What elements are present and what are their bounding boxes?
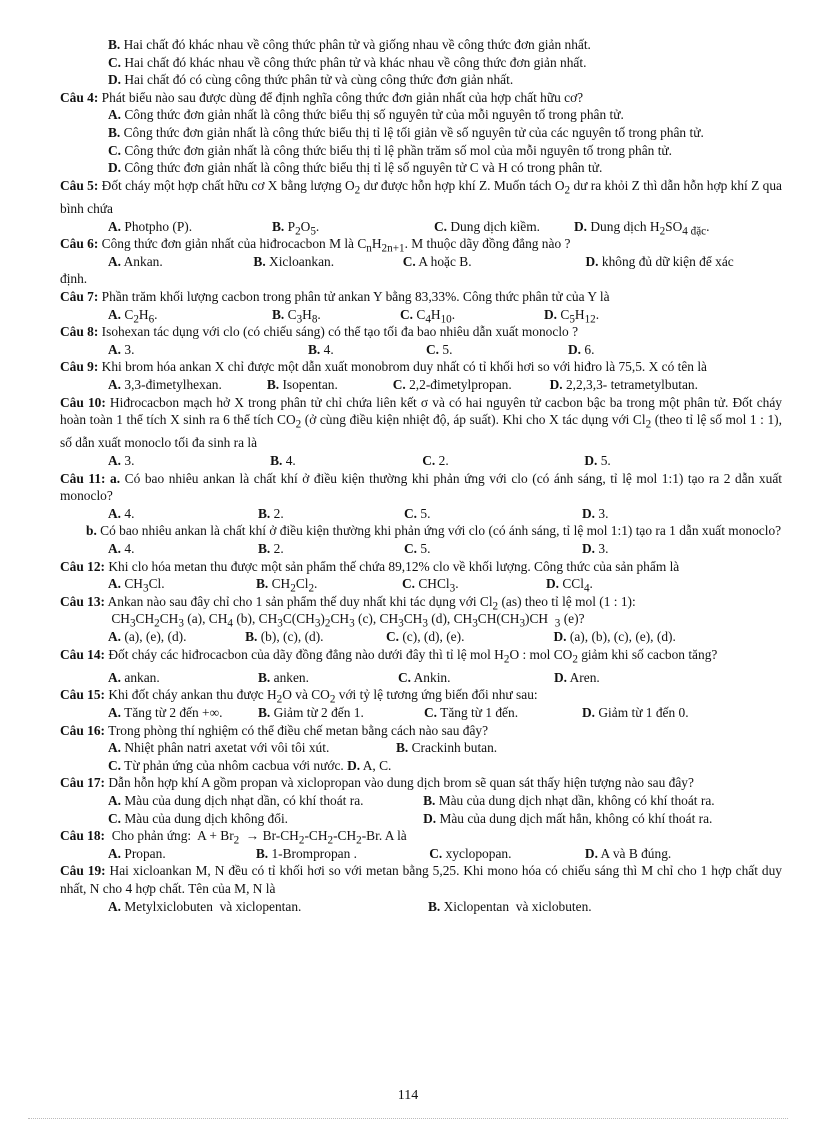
answer-option: B. 4. [270,453,296,468]
answer-option: C. 5. [404,540,431,556]
answer-option: B. Isopentan. [266,376,338,392]
answer-option: B. 2. [258,505,284,521]
question-line: Câu 6: Công thức đơn giản nhất của hiđrocacbon M là $C_nH_{2n+1}$. M thuộc dãy đồng đẳng nào ? [60,236,571,255]
question-line: Câu 16: Trong phòng thí nghiệm có thể điều chế metan bằng cách nào sau đây? [60,722,489,738]
answer-option: C. 5. [404,505,431,521]
question-line: Câu 15: Khi đốt cháy ankan thu được $H_2O$ và $CO_2$ với tỷ lệ tương ứng biến đổi như sau: [60,687,538,707]
answer-option: B. $P_2O_5$. [272,218,320,238]
answer-option: B. 1-Brompropan . [255,845,357,861]
answer-option: A. (a), (e), (d). [108,628,187,644]
question-line: Câu 13: Ankan nào sau đây chỉ cho 1 sản phẩm thế duy nhất khi tác dụng với $Cl_2$ (as) theo tỉ lệ mol (1 : 1): [60,593,636,613]
answer-option: C. Ankin. [398,669,451,685]
answer-options-row [60,845,782,863]
answer-option: A. Ankan. [108,253,163,269]
answer-option: C. A hoặc B. [402,253,472,269]
answer-option: B. $CH_2Cl_2$. [256,576,318,595]
answer-option: D. Aren. [554,669,600,685]
answer-option: A. 4. [108,505,135,521]
answer-option: D. Màu của dung dịch mất hẳn, không có khí thoát ra. [423,810,713,826]
answer-option: C. 5. [426,341,453,357]
answer-option: B. Xiclopentan và xiclobuten. [428,898,592,914]
answer-option: A. 3,3-đimetylhexan. [108,376,222,392]
answer-option: C. Hai chất đó khác nhau về công thức phân tử và khác nhau về công thức đơn giản nhất. [108,54,587,70]
answer-options-row [60,505,782,523]
answer-option: C. (c), (d), (e). [385,628,465,644]
question-text: Câu 10: Hiđrocacbon mạch hở X trong phân tử chỉ chứa liên kết σ và có hai nguyên tử cacbon bậc ba trong một phân tử. Đốt cháy hoàn toàn 1 thể tích X sinh ra 6 thể tích $CO_2$ (ở cùng điều kiện nhiệt độ, áp suất). Khi cho X tác dụng với $Cl_2$ (theo tỉ lệ số mol 1 : 1), số dẫn xuất monoclo tối đa sinh ra là [60,394,782,451]
answer-options-row [60,628,782,646]
question-line: Câu 8: Isohexan tác dụng với clo (có chiếu sáng) có thể tạo tối đa bao nhiêu dẫn xuất monoclo ? [60,324,579,340]
answer-options-row [60,253,782,271]
answer-options-row [60,341,782,359]
answer-option: C. CHCl$_3$. [402,576,459,595]
answer-option: D. A và B đúng. [584,845,672,861]
answer-option: C. Dung dịch kiềm. [434,218,541,234]
question-line: Câu 18: Cho phản ứng: $A + Br_2 \to Br-CH_2-CH_2-CH_2-Br$. A là [60,828,407,847]
answer-option: D. (a), (b), (c), (e), (d). [553,628,676,644]
question-text: Câu 5: Đốt cháy một hợp chất hữu cơ X bằng lượng $O_2$ dư được hỗn hợp khí Z. Muốn tách $O_2$ dư ra khỏi Z thì dẫn hỗn hợp khí Z qua bình chứa [60,177,782,217]
answer-option: A. Màu của dung dịch nhạt dần, có khí thoát ra. [108,792,364,808]
answer-option: B. anken. [258,669,309,685]
answer-options-row [60,898,782,916]
question-line: Câu 4: Phát biểu nào sau được dùng để định nghĩa công thức đơn giản nhất của hợp chất hữu cơ? [60,89,584,105]
document-body [60,36,782,915]
answer-option: D. 3. [582,540,609,556]
answer-options-row [60,575,782,593]
answer-options-row [60,704,782,722]
answer-option: D. 5. [584,453,611,468]
answer-option: D. 6. [568,341,595,357]
answer-option: C. Từ phản ứng của nhôm cacbua với nước. D. A, C. [108,757,392,773]
answer-options-row [60,306,782,324]
answer-option: A. $C_2H_6$. [108,306,158,326]
answer-option: A. 3. [108,341,135,357]
answer-option: D. 2,2,3,3- tetrametylbutan. [549,376,698,392]
answer-option: D. Dung dịch $H_2SO_{4 đặc}$. [574,218,710,238]
answer-options-row [60,739,782,757]
text-line: định. [60,271,88,287]
answer-option: A. ankan. [108,669,160,685]
question-text: Câu 14: Đốt cháy các hiđrocacbon của dãy đồng đẳng nào dưới đây thì tỉ lệ mol $H_2O$ : mol $CO_2$ giảm khi số cacbon tăng? [60,646,718,666]
answer-option: A. Tăng từ 2 đến +∞. [108,704,223,720]
answer-options-row [60,810,782,828]
answer-option: B. $C_3H_8$. [272,306,321,326]
answer-option: C. 2,2-đimetylpropan. [392,376,512,392]
question-line: Câu 7: Phần trăm khối lượng cacbon trong phân tử ankan Y bằng 83,33%. Công thức phân tử của Y là [60,288,610,304]
answer-options-row [60,792,782,810]
answer-option: D. không đủ dữ kiện để xác [585,253,734,269]
answer-option: $CH_3CH_2CH_3$ (a), $CH_4$ (b), $CH_3C(CH_3)_2CH_3$ (c), $CH_3CH_3$ (d), $CH_3CH(CH_3)CH$ $_3$ (e)? [108,611,585,631]
answer-option: A. $CH_3Cl$. [108,576,165,595]
answer-option: B. Công thức đơn giản nhất là công thức biểu thị tỉ lệ tối giản về số nguyên tử của các nguyên tố trong phân tử. [108,124,704,140]
answer-option: B. Hai chất đó khác nhau về công thức phân tử và giống nhau về công thức đơn giản nhất. [108,37,591,52]
answer-option: A. Photpho (P). [108,218,193,234]
answer-option: A. 4. [108,540,135,556]
answer-option: B. 4. [308,341,334,357]
answer-option: B. (b), (c), (d). [245,628,324,644]
question-text: Câu 17: Dẫn hỗn hợp khí A gồm propan và xiclopropan vào dung dịch brom sẽ quan sát thấy hiện tượng nào sau đây? [60,775,694,791]
question-text: Câu 9: Khi brom hóa ankan X chỉ được một dẫn xuất monobrom duy nhất có tỉ khối hơi so với hiđro là 75,5. X có tên là [60,359,707,375]
answer-option: D. Công thức đơn giản nhất là công thức biểu thị tỉ lệ số nguyên tử C và H có trong phân tử. [108,160,603,176]
answer-option: D. CCl$_4$. [546,576,593,595]
question-text: Câu 11: a. Có bao nhiêu ankan là chất khí ở điều kiện thường khi phản ứng với clo (có ánh sáng, tỉ lệ mol 1:1) tạo ra 2 dẫn xuất monoclo? [60,470,782,504]
answer-option: D. Giảm từ 1 đến 0. [582,704,689,720]
answer-option: D. 3. [582,505,609,521]
answer-option: A. 3. [108,453,135,468]
question-text: Câu 19: Hai xicloankan M, N đều có tỉ khối hơi so với metan bằng 5,25. Khi mono hóa có chiếu sáng thì M chỉ cho 1 hợp chất duy nhất, N cho 4 hợp chất. Tên của M, N là [60,863,782,896]
answer-options-row [60,540,782,558]
answer-option: B. 2. [258,540,284,556]
answer-options-row [60,452,782,470]
answer-options-row [60,669,782,687]
answer-option: C. $C_4H_{10}$. [400,306,456,326]
answer-option: C. Công thức đơn giản nhất là công thức biểu thị tỉ lệ phần trăm số mol của mỗi nguyên tố trong phân tử. [108,142,673,158]
answer-option: D. Hai chất đó có cùng công thức phân tử và cùng công thức đơn giản nhất. [108,72,514,88]
page-number: 114 [397,1088,419,1103]
answer-option: C. Màu của dung dịch không đổi. [108,810,289,826]
question-text: Câu 12: Khi clo hóa metan thu được một sản phẩm thế chứa 89,12% clo về khối lượng. Công thức của sản phẩm là [60,558,680,574]
answer-option: A. Metylxiclobuten và xiclopentan. [108,898,302,914]
answer-option: C. 2. [422,453,449,468]
answer-options-row [60,376,782,394]
answer-options-row [60,218,782,236]
footer-rule [28,1118,788,1119]
answer-option: C. Tăng từ 1 đến. [424,704,519,720]
answer-option: B. Màu của dung dịch nhạt dần, không có khí thoát ra. [423,792,715,808]
answer-option: D. $C_5H_{12}$. [544,306,600,326]
answer-option: B. Giảm từ 2 đến 1. [258,704,364,720]
question-subpart: b. Có bao nhiêu ankan là chất khí ở điều kiện thường khi phản ứng với clo (có ánh sáng, tỉ lệ mol 1:1) tạo ra 1 dẫn xuất monoclo? [86,523,782,539]
answer-option: B. Xicloankan. [253,253,335,269]
answer-option: A. Propan. [108,845,166,861]
answer-option: A. Công thức đơn giản nhất là công thức biểu thị số nguyên tử của mỗi nguyên tố trong phân tử. [108,107,624,123]
answer-option: A. Nhiệt phân natri axetat với vôi tôi xút. [108,740,330,756]
answer-option: B. Crackinh butan. [396,740,498,756]
answer-option: C. xyclopopan. [429,845,512,861]
